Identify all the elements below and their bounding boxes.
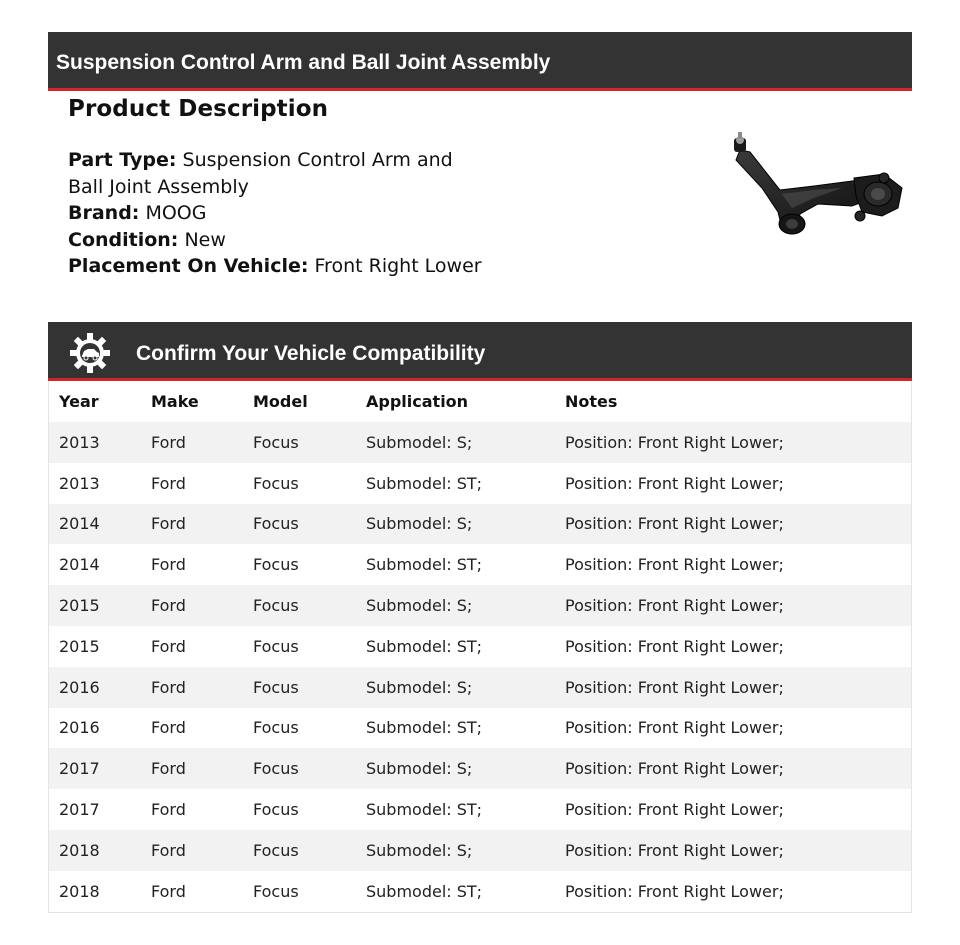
cell-year: 2017: [59, 759, 100, 779]
cell-model: Focus: [253, 759, 299, 779]
brand-line: [68, 200, 628, 227]
cell-application: Submodel: ST;: [366, 881, 483, 901]
placement-value: Front Right Lower: [314, 255, 482, 277]
cell-year: 2015: [59, 636, 100, 656]
header-notes: Notes: [565, 392, 618, 411]
header-model: Model: [253, 392, 308, 411]
cell-year: 2015: [59, 596, 100, 616]
compatibility-title: Confirm Your Vehicle Compatibility: [136, 342, 486, 365]
condition-label: Condition:: [68, 228, 179, 251]
cell-application: Submodel: ST;: [366, 555, 483, 575]
part-type-line: [68, 147, 628, 174]
cell-make: Ford: [151, 596, 186, 616]
cell-application: Submodel: ST;: [366, 800, 483, 820]
cell-make: Ford: [151, 473, 186, 493]
cell-model: Focus: [253, 800, 299, 820]
cell-make: Ford: [151, 432, 186, 452]
cell-year: 2016: [59, 718, 100, 738]
cell-application: Submodel: S;: [366, 596, 473, 616]
cell-make: Ford: [151, 718, 186, 738]
table-row: [49, 463, 911, 504]
header-application: Application: [366, 392, 469, 411]
brand-label: Brand:: [68, 202, 140, 224]
part-type-value: Suspension Control Arm and: [182, 149, 453, 171]
cell-notes: Position: Front Right Lower;: [565, 636, 784, 656]
placement-label: Placement On Vehicle:: [68, 255, 309, 277]
cell-application: Submodel: S;: [366, 759, 473, 779]
cell-notes: Position: Front Right Lower;: [565, 432, 784, 452]
table-row: [49, 748, 911, 789]
cell-year: 2014: [59, 555, 100, 575]
cell-make: Ford: [151, 514, 186, 534]
product-description: [68, 96, 628, 280]
cell-application: Submodel: S;: [366, 432, 473, 452]
cell-notes: Position: Front Right Lower;: [565, 800, 784, 820]
cell-model: Focus: [253, 432, 299, 452]
table-row: [49, 667, 911, 708]
table-row: [49, 708, 911, 749]
cell-make: Ford: [151, 555, 186, 575]
cell-application: Submodel: S;: [366, 840, 473, 860]
placement-line: [68, 253, 628, 280]
cell-year: 2014: [59, 514, 100, 534]
cell-application: Submodel: ST;: [366, 473, 483, 493]
table-row: [49, 422, 911, 463]
table-row: [49, 830, 911, 871]
gear-car-icon: [68, 331, 112, 375]
description-details: [68, 147, 628, 280]
description-heading: Product Description: [68, 96, 329, 122]
product-title: Suspension Control Arm and Ball Joint Assembly: [56, 51, 551, 74]
cell-application: Submodel: S;: [366, 677, 473, 697]
title-bar: [48, 32, 912, 91]
table-row: [49, 585, 911, 626]
compatibility-table: [48, 381, 912, 913]
cell-application: Submodel: ST;: [366, 636, 483, 656]
table-row: [49, 789, 911, 830]
cell-make: Ford: [151, 881, 186, 901]
cell-notes: Position: Front Right Lower;: [565, 677, 784, 697]
cell-make: Ford: [151, 677, 186, 697]
cell-model: Focus: [253, 677, 299, 697]
cell-year: 2016: [59, 677, 100, 697]
table-row: [49, 626, 911, 667]
brand-value: MOOG: [145, 202, 207, 224]
control-arm-image: [722, 128, 908, 240]
cell-make: Ford: [151, 759, 186, 779]
table-row: [49, 871, 911, 912]
table-header-row: [49, 381, 911, 422]
cell-notes: Position: Front Right Lower;: [565, 473, 784, 493]
cell-model: Focus: [253, 636, 299, 656]
cell-make: Ford: [151, 636, 186, 656]
cell-notes: Position: Front Right Lower;: [565, 881, 784, 901]
cell-notes: Position: Front Right Lower;: [565, 596, 784, 616]
cell-notes: Position: Front Right Lower;: [565, 555, 784, 575]
cell-model: Focus: [253, 555, 299, 575]
compatibility-bar: [48, 322, 912, 381]
cell-notes: Position: Front Right Lower;: [565, 759, 784, 779]
cell-make: Ford: [151, 800, 186, 820]
cell-notes: Position: Front Right Lower;: [565, 514, 784, 534]
cell-application: Submodel: ST;: [366, 718, 483, 738]
cell-model: Focus: [253, 514, 299, 534]
table-row: [49, 544, 911, 585]
header-year: Year: [59, 392, 99, 411]
cell-notes: Position: Front Right Lower;: [565, 840, 784, 860]
cell-model: Focus: [253, 840, 299, 860]
cell-application: Submodel: S;: [366, 514, 473, 534]
cell-make: Ford: [151, 840, 186, 860]
part-type-value-cont: Ball Joint Assembly: [68, 175, 249, 198]
cell-model: Focus: [253, 881, 299, 901]
cell-model: Focus: [253, 718, 299, 738]
cell-year: 2013: [59, 432, 100, 452]
header-make: Make: [151, 392, 199, 411]
condition-value: New: [184, 228, 226, 251]
condition-line: [68, 227, 628, 254]
cell-model: Focus: [253, 473, 299, 493]
cell-year: 2017: [59, 800, 100, 820]
cell-year: 2013: [59, 473, 100, 493]
cell-year: 2018: [59, 840, 100, 860]
cell-model: Focus: [253, 596, 299, 616]
cell-notes: Position: Front Right Lower;: [565, 718, 784, 738]
table-row: [49, 504, 911, 545]
cell-year: 2018: [59, 881, 100, 901]
part-type-label: Part Type:: [68, 149, 177, 171]
